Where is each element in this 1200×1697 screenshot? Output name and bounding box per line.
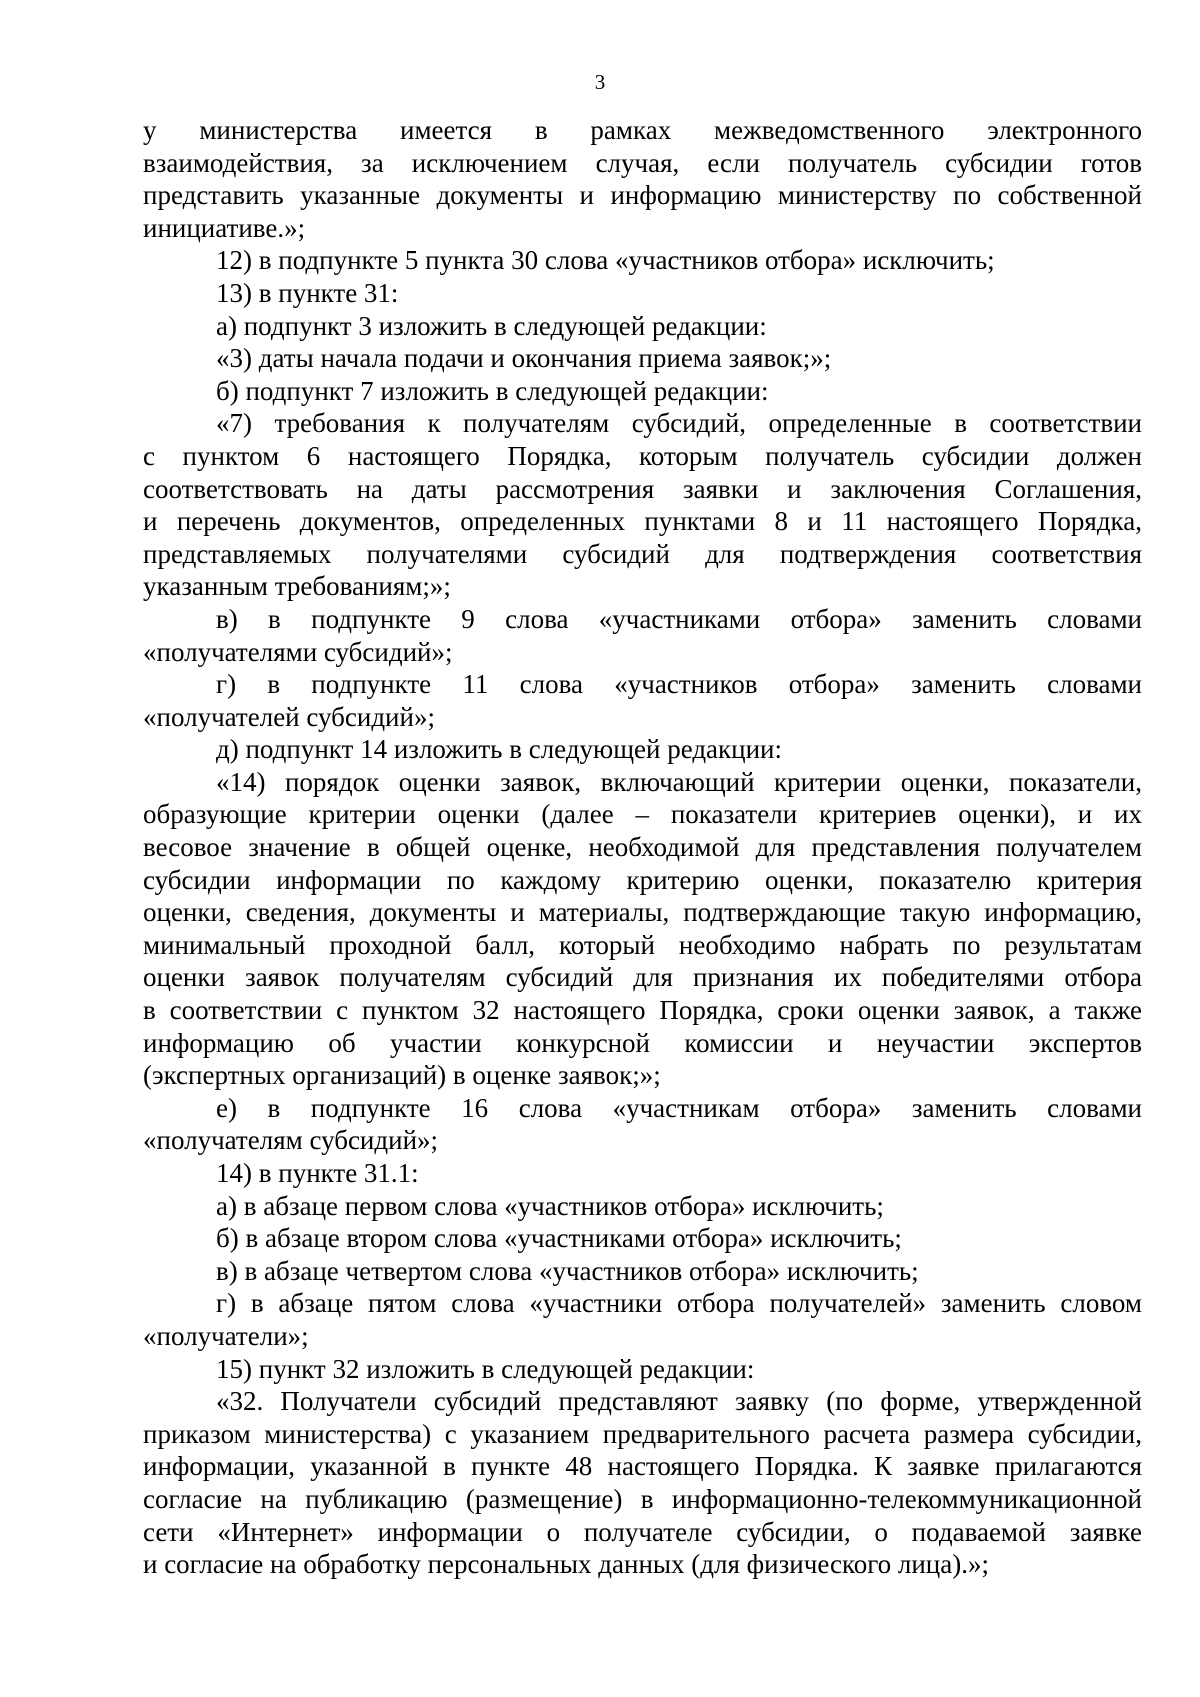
- text-line: «получателей субсидий»;: [143, 701, 435, 732]
- document-body: [143, 114, 1142, 1581]
- page-number: 3: [594, 70, 606, 94]
- text-line: у министерства имеется в рамках межведомственного электронного: [143, 115, 1142, 145]
- text-line: и согласие на обработку персональных данных (для физического лица).»;: [143, 1549, 989, 1580]
- text-line: приказом министерства) с указанием предварительного расчета размера субсидии,: [143, 1418, 1142, 1449]
- text-line: в соответствии с пунктом 32 настоящего Порядка, сроки оценки заявок, а также: [143, 995, 1142, 1026]
- text-line: весовое значение в общей оценке, необходимой для представления получателем: [143, 832, 1142, 863]
- text-line: представить указанные документы и информацию министерству по собственной: [143, 180, 1142, 211]
- text-line: и перечень документов, определенных пунктами 8 и 11 настоящего Порядка,: [143, 506, 1142, 537]
- text-line: в) в абзаце четвертом слова «участников отбора» исключить;: [216, 1255, 919, 1286]
- text-line: «7) требования к получателям субсидий, определенные в соответствии: [216, 408, 1142, 439]
- text-line: б) в абзаце втором слова «участниками отбора» исключить;: [216, 1223, 902, 1254]
- text-line: оценки заявок получателям субсидий для признания их победителями отбора: [143, 962, 1142, 993]
- text-line: 15) пункт 32 изложить в следующей редакции:: [216, 1353, 755, 1384]
- text-line: а) в абзаце первом слова «участников отбора» исключить;: [216, 1190, 884, 1221]
- text-line: г) в абзаце пятом слова «участники отбора получателей» заменить словом: [216, 1288, 1142, 1319]
- text-line: в) в подпункте 9 слова «участниками отбора» заменить словами: [216, 603, 1142, 634]
- text-line: информацию об участии конкурсной комиссии и неучастии экспертов: [143, 1027, 1142, 1058]
- text-line: взаимодействия, за исключением случая, если получатель субсидии готов: [143, 147, 1142, 178]
- text-line: 14) в пункте 31.1:: [216, 1158, 419, 1188]
- text-line: «получателям субсидий»;: [143, 1125, 439, 1156]
- text-line: «получателями субсидий»;: [143, 636, 453, 667]
- text-line: образующие критерии оценки (далее – показатели критериев оценки), и их: [143, 799, 1142, 830]
- text-line: д) подпункт 14 изложить в следующей редакции:: [216, 734, 783, 765]
- text-line: информации, указанной в пункте 48 настоящего Порядка. К заявке прилагаются: [143, 1451, 1142, 1482]
- text-line: минимальный проходной балл, который необходимо набрать по результатам: [143, 929, 1142, 960]
- text-line: «32. Получатели субсидий представляют заявку (по форме, утвержденной: [216, 1386, 1142, 1417]
- text-line: субсидии информации по каждому критерию оценки, показателю критерия: [143, 864, 1142, 895]
- text-line: оценки, сведения, документы и материалы, подтверждающие такую информацию,: [143, 897, 1142, 928]
- text-line: (экспертных организаций) в оценке заявок;»;: [143, 1060, 661, 1091]
- text-line: соответствовать на даты рассмотрения заявки и заключения Соглашения,: [143, 473, 1142, 504]
- text-line: согласие на публикацию (размещение) в информационно-телекоммуникационной: [143, 1483, 1142, 1514]
- text-line: «получатели»;: [143, 1320, 309, 1351]
- text-line: 13) в пункте 31:: [216, 277, 399, 308]
- text-line: представляемых получателями субсидий для подтверждения соответствия: [143, 538, 1142, 569]
- text-line: указанным требованиям;»;: [143, 571, 451, 602]
- text-line: 12) в подпункте 5 пункта 30 слова «участников отбора» исключить;: [216, 245, 995, 276]
- text-line: сети «Интернет» информации о получателе субсидии, о подаваемой заявке: [143, 1516, 1142, 1547]
- text-line: а) подпункт 3 изложить в следующей редакции:: [216, 310, 767, 341]
- text-line: «14) порядок оценки заявок, включающий критерии оценки, показатели,: [216, 766, 1142, 797]
- text-line: е) в подпункте 16 слова «участникам отбора» заменить словами: [216, 1092, 1142, 1123]
- text-line: инициативе.»;: [143, 212, 306, 243]
- text-line: б) подпункт 7 изложить в следующей редакции:: [216, 375, 769, 406]
- text-line: г) в подпункте 11 слова «участников отбора» заменить словами: [216, 669, 1142, 700]
- text-line: с пунктом 6 настоящего Порядка, которым получатель субсидии должен: [143, 440, 1142, 471]
- text-line: «3) даты начала подачи и окончания приема заявок;»;: [216, 343, 832, 374]
